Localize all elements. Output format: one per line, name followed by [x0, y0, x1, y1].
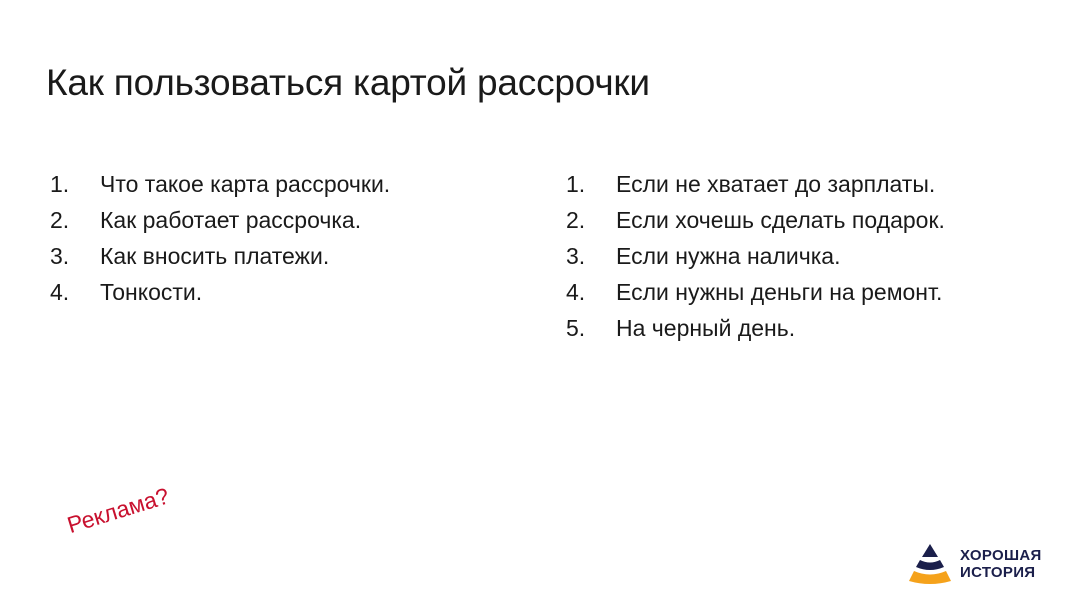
list-item-text: Если хочешь сделать подарок.: [616, 206, 945, 233]
list-item-text: Как вносить платежи.: [100, 242, 330, 269]
list-item: [50, 166, 390, 202]
company-logo: [908, 543, 1042, 585]
list-item: [566, 202, 945, 238]
right-topic-list: [566, 166, 945, 346]
list-item: [566, 274, 945, 310]
list-item: [50, 238, 390, 274]
list-item: [566, 238, 945, 274]
list-item-number: 1.: [566, 170, 586, 197]
ad-annotation: Реклама?: [64, 482, 173, 539]
list-item-text: Если не хватает до зарплаты.: [616, 170, 936, 197]
triangle-stripes-icon: [908, 543, 952, 585]
list-item-text: Что такое карта рассрочки.: [100, 170, 391, 197]
list-item-number: 3.: [50, 242, 70, 269]
logo-text: [960, 547, 1042, 581]
list-item: [566, 166, 945, 202]
list-item-number: 5.: [566, 314, 586, 341]
list-item-text: Тонкости.: [100, 278, 203, 305]
list-item: [50, 274, 390, 310]
list-item-number: 3.: [566, 242, 586, 269]
slide-title: Как пользоваться картой рассрочки: [46, 62, 650, 103]
list-item-number: 4.: [566, 278, 586, 305]
logo-line-2: ИСТОРИЯ: [960, 564, 1036, 581]
list-item: [50, 202, 390, 238]
list-item-text: На черный день.: [616, 314, 796, 341]
left-topic-list: [50, 166, 390, 310]
list-item-number: 1.: [50, 170, 70, 197]
list-item-text: Если нужны деньги на ремонт.: [616, 278, 943, 305]
list-item-number: 2.: [50, 206, 70, 233]
list-item: [566, 310, 945, 346]
logo-line-1: ХОРОШАЯ: [960, 547, 1042, 564]
list-item-text: Как работает рассрочка.: [100, 206, 362, 233]
list-item-text: Если нужна наличка.: [616, 242, 841, 269]
list-item-number: 4.: [50, 278, 70, 305]
list-item-number: 2.: [566, 206, 586, 233]
